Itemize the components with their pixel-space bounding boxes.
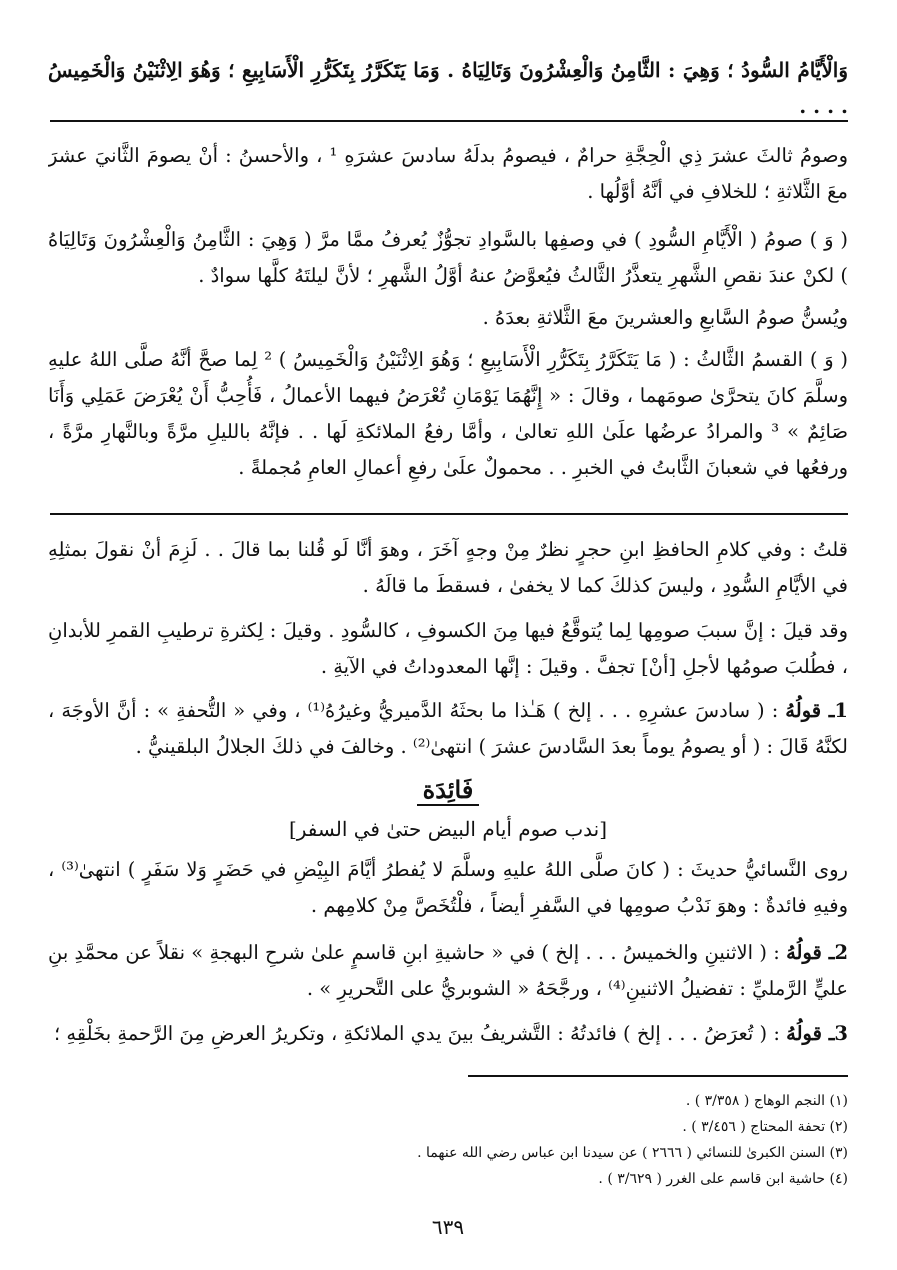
- matn-divider: [50, 120, 848, 122]
- hashiya-paragraph: روى النَّسائيُّ حديثَ : ( كانَ صلَّى اللهُ عليهِ وسلَّمَ لا يُفطرُ أيَّامَ البِيْضِ في حَضَرٍ وَلا سَفَرٍ ) انتهىٰ⁽³⁾ ، وفيهِ فائدةٌ : وهوَ نَدْبُ صومِها في السَّفرِ أيضاً ، فلْتُخَصَّ مِنْ كلامِهم .: [48, 858, 848, 917]
- sharh-paragraph: ( وَ ) القسمُ الثَّالثُ : ( مَا يَتَكَرَّرُ بِتَكَرُّرِ الْأَسَابِيعِ ؛ وَهُوَ الِاثْنَيْنُ وَالْخَمِيسُ ) ² لِما صحَّ أنَّهُ صلَّى اللهُ عليهِ وسلَّمَ كانَ يتحرَّىٰ صومَهما ، وقالَ : « إِنَّهُمَا يَوْمَانِ تُعْرَضُ فيهما الأعمالُ ، فَأُحِبُّ أَنْ يُعْرَضَ عَمَلِي وَأَنَا صَائِمٌ » ³ والمرادُ عرضُها علَىٰ اللهِ تعالىٰ ، وأمَّا رفعُ الملائكةِ لَها . . فإنَّهُ بالليلِ مرَّةً وبالنَّهارِ مرَّةً ، ورفعُها في شعبانَ الثَّابتُ في الخبرِ . . محمولٌ علَىٰ رفعِ أعمالِ العامِ مُجملةً .: [48, 348, 848, 479]
- footnote: (١) النجم الوهاج ( ٣/٣٥٨ ) .: [685, 1093, 848, 1109]
- hashiya-note-3: [48, 1016, 848, 1052]
- hashiya-note-2: [48, 935, 848, 1007]
- matn-text: وَالْأَيَّامُ السُّودُ ؛ وَهِيَ : الثَّامِنُ وَالْعِشْرُونَ وَتَالِيَاهُ . وَمَا يَتَكَرَّرُ بِتَكَرُّرِ الْأَسَابِيعِ ؛ وَهُوَ الِاثْنَيْنُ وَالْخَمِيسُ . . . .: [48, 58, 848, 118]
- sharh-paragraph: وصومُ ثالثَ عشرَ ذِي الْحِجَّةِ حرامٌ ، فيصومُ بدلَهُ سادسَ عشرَهِ ¹ ، والأحسنُ : أنْ يصومَ الثَّانيَ عشرَ معَ الثَّلاثةِ ؛ للخلافِ في أنَّهُ أوَّلُها .: [48, 144, 848, 203]
- footnote: (٣) السنن الكبرىٰ للنسائي ( ٢٦٦٦ ) عن سيدنا ابن عباس رضي الله عنهما .: [417, 1145, 848, 1161]
- hashiya-paragraph: وقد قيلَ : إنَّ سببَ صومِها لِما يُتوقَّعُ فيها مِنَ الكسوفِ ، كالسُّودِ . وقيلَ : لِكثرةِ ترطيبِ القمرِ للأبدانِ ، فطُلبَ صومُها لأجلِ [أنْ] تجفَّ . وقيلَ : إنَّها المعدوداتُ في الآيةِ .: [48, 619, 848, 678]
- note-text: : ( الاثنينِ والخميسُ . . . إلخ ) في « حاشيةِ ابنِ قاسمٍ علىٰ شرحِ البهجةِ » نقلاً عن محمَّدِ بنِ عليٍّ الرَّمليِّ : تفضيلُ الاثنينِ⁽⁴⁾ ، ورجَّحَهُ « الشوبريُّ على التَّحريرِ » .: [48, 941, 848, 1000]
- page-number: ٦٣٩: [431, 1215, 465, 1239]
- note-text: : ( سادسَ عشرِهِ . . . إلخ ) هَـٰذا ما بحثَهُ الدَّميريُّ وغيرُهُ⁽¹⁾ ، وفي « التُّحفةِ » : أنَّ الأوجَهَ ، لكنَّهُ قَالَ : ( أو يصومُ يوماً بعدَ السَّادسَ عشرَ ) انتهىٰ⁽²⁾ . وخالفَ في ذلكَ الجلالُ البلقينيُّ .: [48, 699, 848, 758]
- note-label: 2ـ قولُهُ: [786, 941, 848, 964]
- hashiya-note-1: [48, 693, 848, 765]
- faida-subtitle: [ندب صوم أيام البيض حتىٰ في السفر]: [288, 817, 608, 841]
- footnote-divider: [468, 1075, 848, 1077]
- hashiya-paragraph: قلتُ : وفي كلامِ الحافظِ ابنِ حجرٍ نظرٌ مِنْ وجهٍ آخَرَ ، وهوَ أنَّا لَو قُلنا بما قالَ . . لَزِمَ أنْ نقولَ بمثلِهِ في الأيَّامِ السُّودِ ، وليسَ كذلكَ كما لا يخفىٰ ، فسقطَ ما قالَهُ .: [48, 538, 848, 597]
- note-label: 1ـ قولُهُ: [785, 699, 848, 722]
- note-label: 3ـ قولُهُ: [786, 1022, 848, 1045]
- sharh-paragraph: ( وَ ) صومُ ( الْأَيَّامِ السُّودِ ) في وصفِها بالسَّوادِ تجوُّزٌ يُعرفُ ممَّا مرَّ ( وَهِيَ : الثَّامِنُ وَالْعِشْرُونَ وَتَالِيَاهُ ) لكنْ عندَ نقصِ الشَّهرِ يتعذَّرُ الثَّالثُ فيُعوَّضُ عنهُ أوَّلُ الشَّهرِ ؛ لأنَّ ليلتَهُ كلَّها سوادٌ .: [48, 228, 848, 287]
- footnote: (٤) حاشية ابن قاسم على الغرر ( ٣/٦٢٩ ) .: [598, 1171, 848, 1187]
- footnote: (٢) تحفة المحتاج ( ٣/٤٥٦ ) .: [682, 1119, 848, 1135]
- hashiya-divider: [50, 513, 848, 515]
- sharh-paragraph: ويُسنُّ صومُ السَّابعِ والعشرينَ معَ الثَّلاثةِ بعدَهُ .: [482, 306, 848, 329]
- faida-title: فَائِدَة: [48, 775, 848, 805]
- note-text: : ( تُعرَضُ . . . إلخ ) فائدتُهُ : التَّشريفُ بينَ يدي الملائكةِ ، وتكريرُ العرضِ مِنَ الرَّحمةِ بخَلْقِهِ ؛: [53, 1022, 787, 1045]
